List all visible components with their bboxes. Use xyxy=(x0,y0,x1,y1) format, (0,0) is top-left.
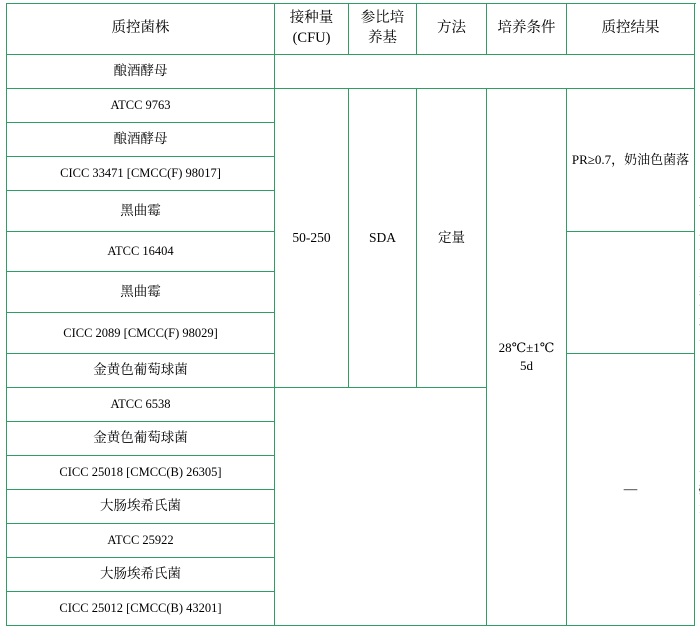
strain-code-cell xyxy=(7,313,275,354)
strain-cell xyxy=(7,557,275,591)
strain-name: 黑曲霉 xyxy=(120,284,161,300)
column-header-inoculum-line2: (CFU) xyxy=(292,30,331,46)
column-header-media-line2: 养基 xyxy=(368,30,397,46)
column-header-inoculum xyxy=(275,4,349,55)
table-row xyxy=(7,55,695,89)
strain-code-cell xyxy=(7,157,275,191)
strain-code-cell xyxy=(7,455,275,489)
strain-code: CICC 25012 [CMCC(B) 43201] xyxy=(59,600,222,615)
strain-name: 酿酒酵母 xyxy=(113,131,168,147)
strain-code-cell xyxy=(7,591,275,625)
strain-code: CICC 33471 [CMCC(F) 98017] xyxy=(60,166,221,181)
column-header-media-line1: 参比培 xyxy=(360,10,405,27)
strain-name: 金黄色葡萄球菌 xyxy=(93,362,188,378)
strain-code: ATCC 9763 xyxy=(110,98,171,113)
strain-code-cell xyxy=(7,523,275,557)
quality-control-table xyxy=(6,3,695,626)
strain-name: 酿酒酵母 xyxy=(113,63,168,79)
condition-line1: 28℃±1℃ xyxy=(498,340,555,356)
strain-name: 金黄色葡萄球菌 xyxy=(93,430,188,446)
strain-cell xyxy=(7,489,275,523)
inoculum-cell-bacteria: — xyxy=(567,353,695,625)
column-header-method: 方法 xyxy=(417,4,487,55)
strain-name: 黑曲霉 xyxy=(120,202,161,218)
strain-code: CICC 2089 [CMCC(F) 98029] xyxy=(63,325,218,340)
strain-name: 大肠埃希氏菌 xyxy=(100,566,181,582)
result-cell-yeast: PR≥0.7，奶油色菌落 xyxy=(567,89,695,232)
strain-code-cell xyxy=(7,387,275,421)
media-cell-fungi: SDA xyxy=(349,89,417,388)
inoculum-cell-fungi: 50-250 xyxy=(275,89,349,388)
table-header xyxy=(7,4,695,55)
table-row xyxy=(7,89,695,123)
strain-cell xyxy=(7,272,275,313)
strain-cell xyxy=(7,421,275,455)
strain-code: ATCC 25922 xyxy=(107,532,174,547)
column-header-media xyxy=(349,4,417,55)
column-header-strain: 质控菌株 xyxy=(7,4,275,55)
strain-code-cell xyxy=(7,231,275,272)
strain-code: ATCC 6538 xyxy=(110,396,171,411)
strain-cell xyxy=(7,191,275,232)
table-header-row xyxy=(7,4,695,55)
method-cell-fungi: 定量 xyxy=(417,89,487,388)
strain-code: CICC 25018 [CMCC(B) 26305] xyxy=(59,464,222,479)
column-header-condition: 培养条件 xyxy=(487,4,567,55)
column-header-inoculum-line1: 接种量 xyxy=(289,10,334,27)
condition-cell xyxy=(487,89,567,626)
column-header-result: 质控结果 xyxy=(567,4,695,55)
strain-code-cell xyxy=(7,89,275,123)
strain-cell xyxy=(7,55,275,89)
strain-code: ATCC 16404 xyxy=(107,244,174,259)
table-body xyxy=(7,55,695,626)
strain-cell xyxy=(7,353,275,387)
strain-name: 大肠埃希氏菌 xyxy=(100,498,181,514)
condition-line2: 5d xyxy=(520,357,533,373)
strain-cell xyxy=(7,123,275,157)
